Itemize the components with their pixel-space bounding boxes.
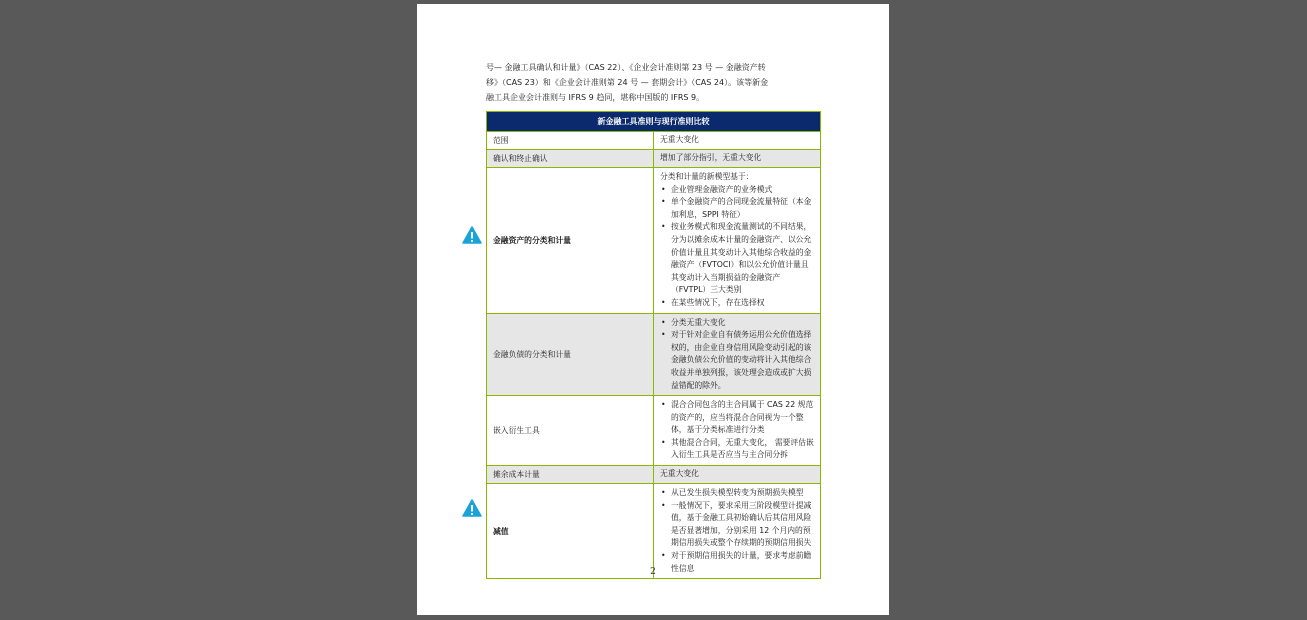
warning-icon [462, 499, 482, 517]
table-row [487, 484, 821, 579]
row-label: 减值 [487, 484, 654, 579]
bullet-list [660, 184, 814, 310]
row-label: 范围 [487, 132, 654, 150]
row-value [654, 313, 821, 396]
bullet-item: • 一般情况下，要求采用三阶段模型计提减值，基于金融工具初始确认后其信用风险是否显著增加，分别采用 12 个月内的预期信用损失或整个存续期的预期信用损失 [660, 500, 814, 550]
intro-line: 融工具企业会计准则与 IFRS 9 趋同，堪称中国版的 IFRS 9。 [486, 93, 705, 102]
bullet-list [660, 487, 814, 575]
warning-icon [462, 226, 482, 244]
table-row [487, 466, 821, 484]
table-title: 新金融工具准则与现行准则比较 [487, 112, 821, 132]
bullet-list [660, 399, 814, 462]
comparison-table [486, 111, 821, 579]
table-row [487, 396, 821, 466]
bullet-item: • 企业管理金融资产的业务模式 [660, 184, 814, 197]
intro-line: 移》（CAS 23）和《企业会计准则第 24 号 — 套期会计》（CAS 24）。该等新金 [486, 78, 769, 87]
bullet-item: • 其他混合合同，无重大变化， 需要评估嵌入衍生工具是否应当与主合同分拆 [660, 437, 814, 462]
bullet-item: • 在某些情况下，存在选择权 [660, 297, 814, 310]
table-row [487, 313, 821, 396]
row-value [654, 484, 821, 579]
table-row [487, 168, 821, 314]
bullet-item: • 单个金融资产的合同现金流量特征（本金加利息，SPPI 特征） [660, 196, 814, 221]
page-number: 2 [650, 567, 656, 577]
intro-line: 号— 金融工具确认和计量》（CAS 22）、《企业会计准则第 23 号 — 金融资产转 [486, 63, 766, 72]
bullet-item: • 对于预期信用损失的计量，要求考虑前瞻性信息 [660, 550, 814, 575]
row-intro: 分类和计量的新模型基于： [660, 172, 754, 181]
bullet-item: • 从已发生损失模型转变为预期损失模型 [660, 487, 814, 500]
row-value: 无重大变化 [654, 132, 821, 150]
row-label: 金融资产的分类和计量 [487, 168, 654, 314]
table-row [487, 132, 821, 150]
row-label: 确认和终止确认 [487, 150, 654, 168]
bullet-item: • 混合合同包含的主合同属于 CAS 22 规范的资产的，应当将混合合同视为一个整体，基于分类标准进行分类 [660, 399, 814, 437]
bullet-item: • 按业务模式和现金流量测试的不同结果，分为以摊余成本计量的金融资产、以公允价值计量且其变动计入其他综合收益的金融资产（FVTOCI）和以公允价值计量且其变动计入当期损益的金融资产（FVTPL）三大类别 [660, 221, 814, 297]
row-value [654, 168, 821, 314]
row-value: 增加了部分指引，无重大变化 [654, 150, 821, 168]
bullet-item: • 对于针对企业自有债务运用公允价值选择权的，由企业自身信用风险变动引起的该金融负债公允价值的变动将计入其他综合收益并单独列报，该处理会造成或扩大损益错配的除外。 [660, 329, 814, 392]
row-label: 金融负债的分类和计量 [487, 313, 654, 396]
bullet-list [660, 317, 814, 393]
document-page [417, 4, 889, 615]
row-value [654, 396, 821, 466]
table-row [487, 150, 821, 168]
bullet-item: • 分类无重大变化 [660, 317, 814, 330]
intro-paragraph [486, 60, 824, 105]
row-label: 摊余成本计量 [487, 466, 654, 484]
row-value: 无重大变化 [654, 466, 821, 484]
row-label: 嵌入衍生工具 [487, 396, 654, 466]
